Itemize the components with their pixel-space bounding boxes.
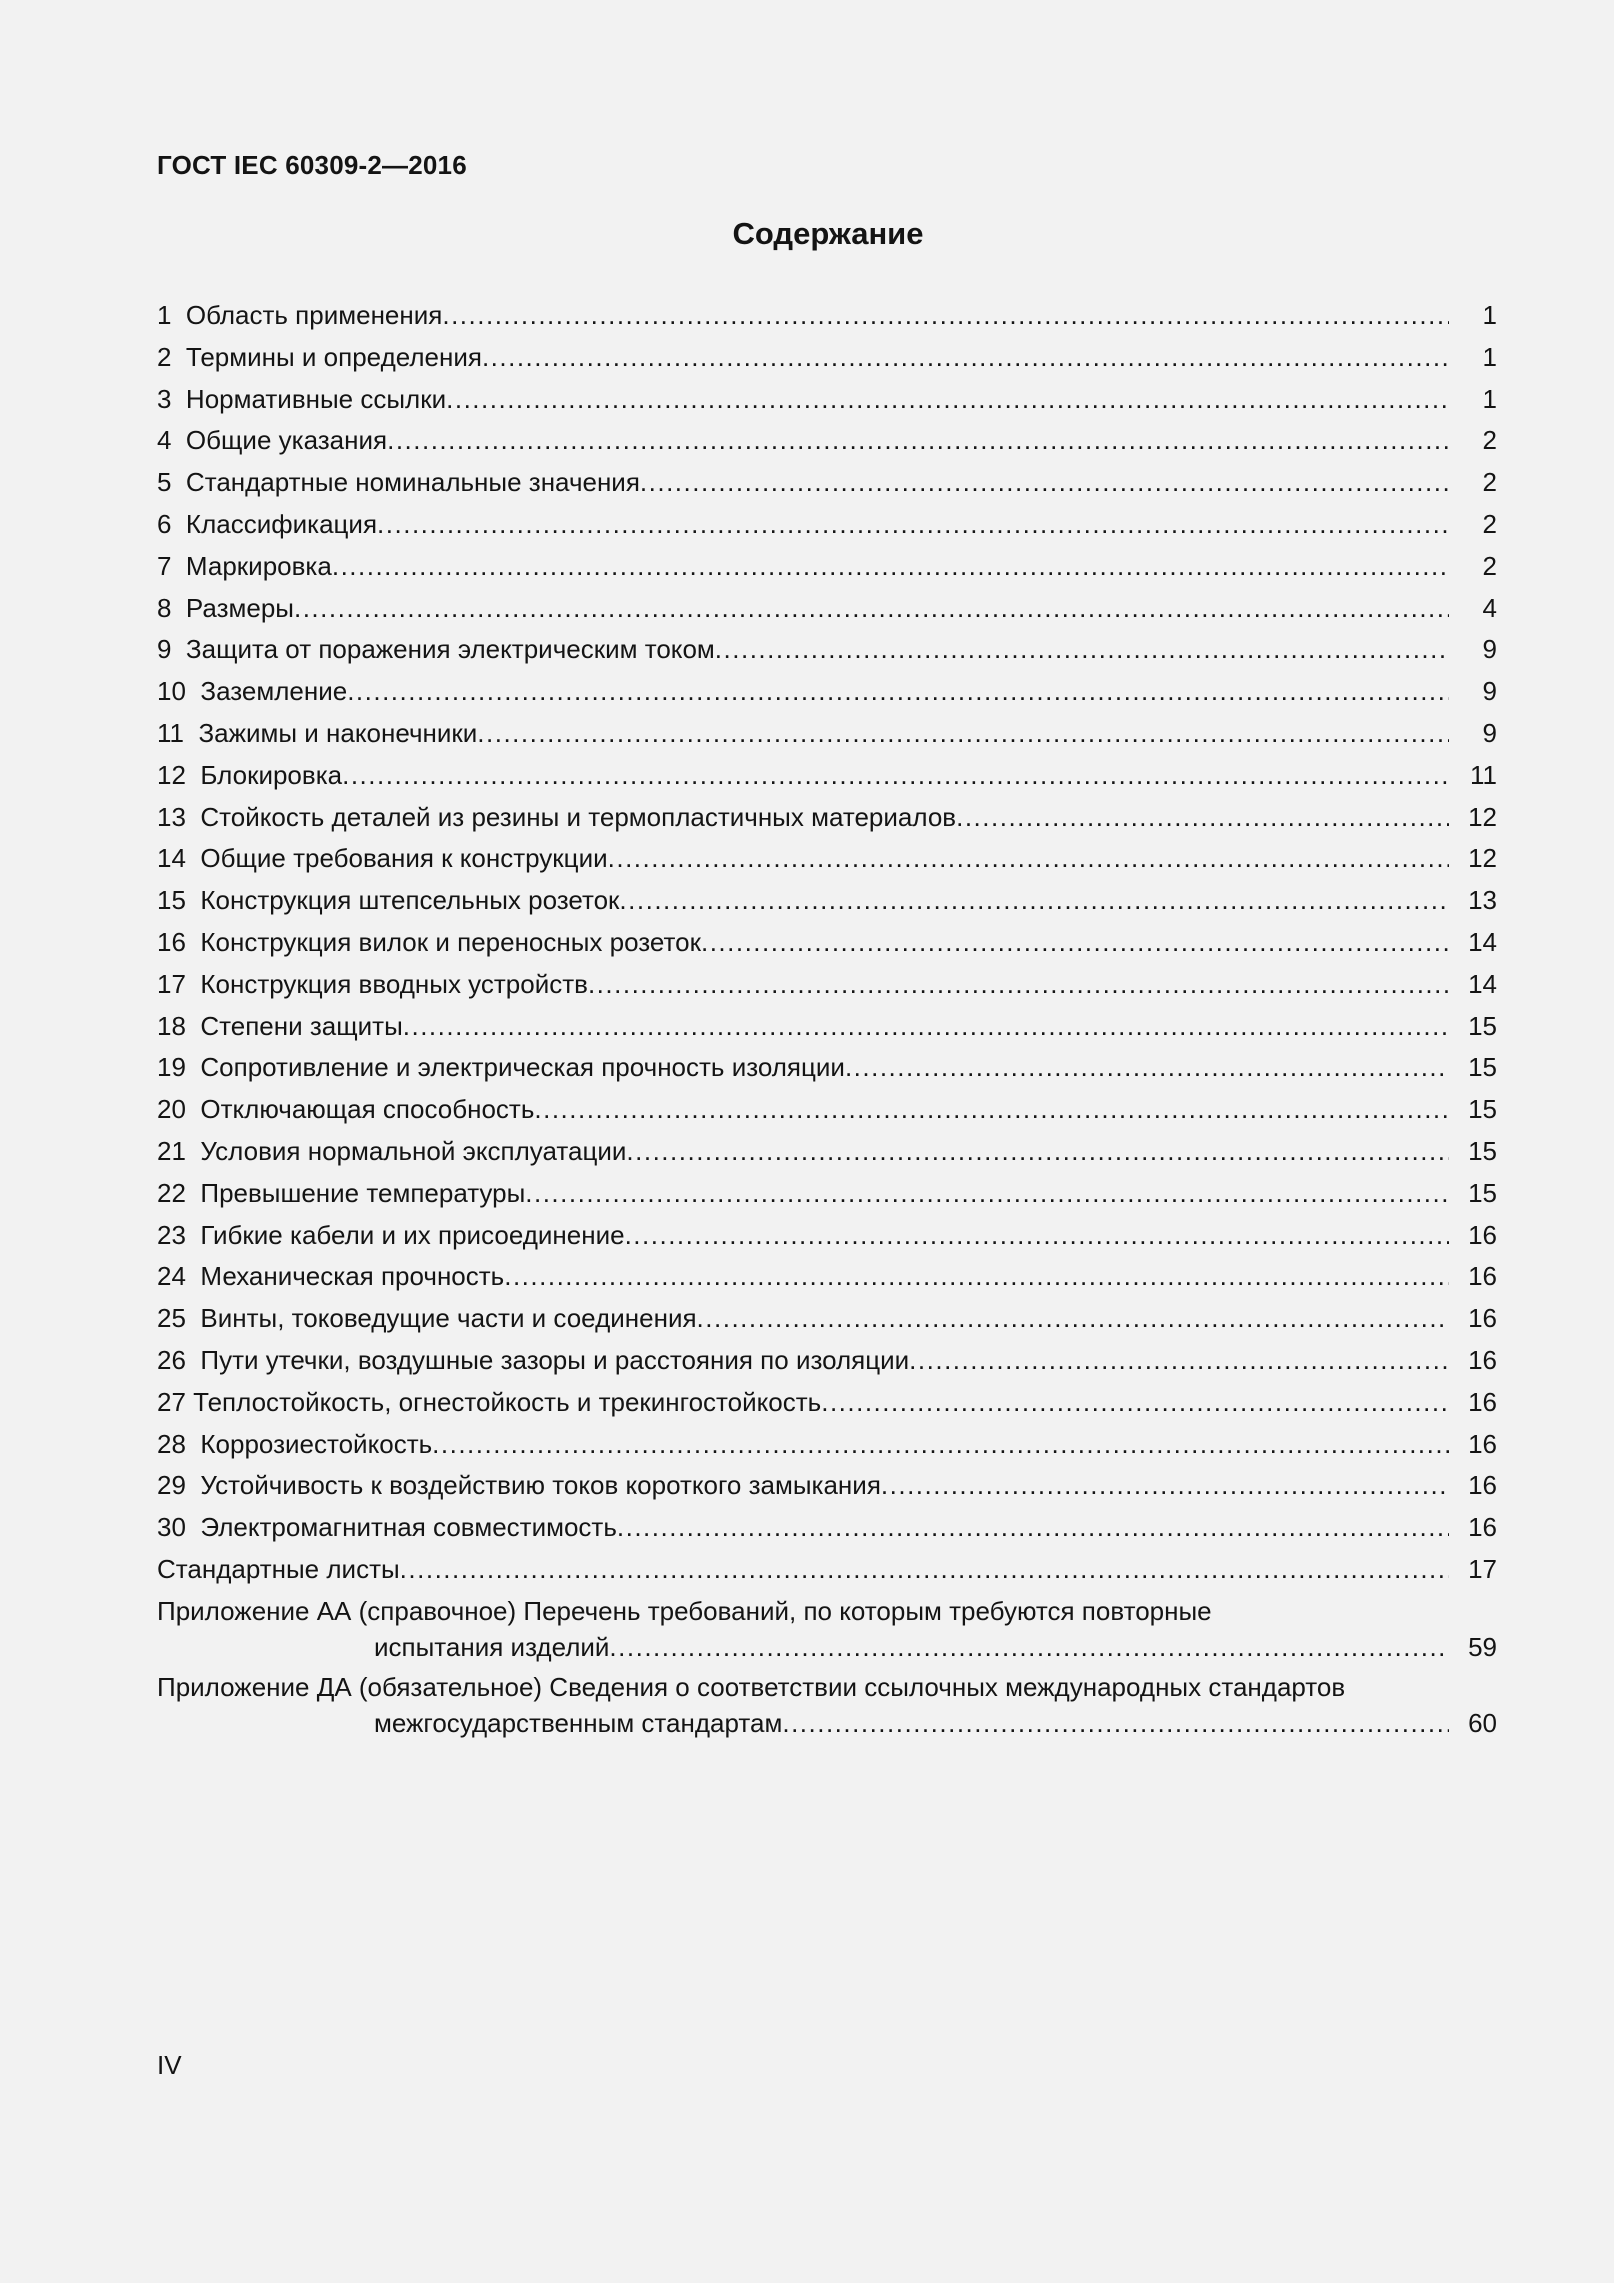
toc-entry-title: Условия нормальной эксплуатации <box>200 1135 627 1166</box>
toc-entry[interactable] <box>157 590 1497 632</box>
toc-entry-number: 22 <box>157 1177 201 1208</box>
toc-entry-page: 15 <box>1468 1010 1497 1041</box>
dot-leader <box>377 506 1449 542</box>
toc-entry-number: 19 <box>157 1052 201 1083</box>
toc-entry-page: 1 <box>1482 341 1497 372</box>
toc-entry-number: 9 <box>157 634 186 665</box>
toc-entry-page: 13 <box>1468 885 1497 916</box>
toc-entry-page: 15 <box>1468 1094 1497 1125</box>
toc-entry-page: 4 <box>1482 592 1497 623</box>
toc-entry-number: 27 <box>157 1386 194 1417</box>
toc-entry-page: 14 <box>1468 926 1497 957</box>
dot-leader <box>342 757 1449 793</box>
toc-entry[interactable] <box>157 631 1497 673</box>
dot-leader <box>588 966 1449 1002</box>
toc-entry-page: 16 <box>1468 1219 1497 1250</box>
appendix-title: Приложение АА (справочное) Перечень требований, по которым требуются повторные <box>157 1595 1212 1626</box>
dot-leader <box>403 1008 1449 1044</box>
toc-entry-page: 9 <box>1482 676 1497 707</box>
toc-entry-number: 25 <box>157 1303 201 1334</box>
toc-entry-page: 15 <box>1468 1052 1497 1083</box>
toc-entry-page: 16 <box>1468 1428 1497 1459</box>
toc-entry-title: Нормативные ссылки <box>185 383 447 414</box>
dot-leader <box>715 631 1449 667</box>
toc-entry-title: Гибкие кабели и их присоединение <box>200 1219 625 1250</box>
toc-entry-number: 24 <box>157 1261 201 1292</box>
dot-leader <box>400 1551 1449 1587</box>
toc-entry-number: 21 <box>157 1135 201 1166</box>
dot-leader <box>845 1049 1449 1085</box>
toc-entry-page: 60 <box>1468 1707 1497 1738</box>
toc-entry-title: Превышение температуры <box>200 1177 526 1208</box>
dot-leader <box>609 1629 1449 1665</box>
toc-entry[interactable] <box>157 1049 1497 1091</box>
toc-entry-number: 28 <box>157 1428 201 1459</box>
toc-entry-number: 10 <box>157 676 201 707</box>
toc-entry-title: Заземление <box>200 676 348 707</box>
toc-entry-number: 23 <box>157 1219 201 1250</box>
dot-leader <box>701 924 1449 960</box>
dot-leader <box>626 1133 1449 1169</box>
toc-entry[interactable] <box>157 924 1497 966</box>
toc-entry-number: 3 <box>157 383 186 414</box>
dot-leader <box>387 422 1449 458</box>
toc-entry-number: 8 <box>157 592 186 623</box>
toc-entry-page: 16 <box>1468 1386 1497 1417</box>
toc-entry[interactable] <box>157 673 1497 715</box>
dot-leader <box>477 715 1449 751</box>
dot-leader <box>821 1384 1449 1420</box>
toc-entry-title: Теплостойкость, огнестойкость и трекингостойкость <box>193 1386 822 1417</box>
toc-entry-page: 9 <box>1482 634 1497 665</box>
toc-entry[interactable] <box>157 1551 1497 1593</box>
toc-entry-number: 6 <box>157 508 186 539</box>
toc-entry-title: Сопротивление и электрическая прочность изоляции <box>200 1052 845 1083</box>
dot-leader <box>956 799 1449 835</box>
page-title: Содержание <box>732 216 924 251</box>
toc-entry[interactable] <box>157 715 1497 757</box>
toc-entry-title: Отключающая способность <box>200 1094 535 1125</box>
toc-entry-page: 1 <box>1482 383 1497 414</box>
toc-entry-title: Размеры <box>185 592 294 623</box>
toc-entry-number: 15 <box>157 885 201 916</box>
toc-entry-number: 7 <box>157 550 186 581</box>
toc-entry-title: Зажимы и наконечники <box>198 717 478 748</box>
toc-entry-page: 2 <box>1482 550 1497 581</box>
dot-leader <box>504 1258 1449 1294</box>
dot-leader <box>640 464 1449 500</box>
toc-entry[interactable] <box>157 1342 1497 1384</box>
toc-entry-title: Электромагнитная совместимость <box>200 1512 617 1543</box>
document-header: ГОСТ IEC 60309-2—2016 <box>157 150 467 180</box>
toc-entry-page: 2 <box>1482 467 1497 498</box>
toc-entry[interactable] <box>157 1426 1497 1468</box>
toc-entry-page: 12 <box>1468 801 1497 832</box>
toc-entry-title: Термины и определения <box>185 341 482 372</box>
toc-entry[interactable] <box>157 1008 1497 1050</box>
toc-entry-page: 16 <box>1468 1470 1497 1501</box>
toc-entry-number: 16 <box>157 926 201 957</box>
dot-leader <box>294 590 1449 626</box>
appendix-title: Приложение ДА (обязательное) Сведения о соответствии ссылочных международных стандартов <box>157 1671 1346 1702</box>
toc-entry[interactable] <box>157 339 1497 381</box>
dot-leader <box>625 1217 1449 1253</box>
toc-entry-page: 15 <box>1468 1135 1497 1166</box>
toc-entry[interactable] <box>157 1258 1497 1300</box>
toc-entry[interactable] <box>157 1509 1497 1551</box>
dot-leader <box>697 1300 1449 1336</box>
dot-leader <box>482 339 1449 375</box>
toc-entry-title: Общие требования к конструкции <box>200 843 608 874</box>
toc-entry-title: Степени защиты <box>200 1010 403 1041</box>
toc-entry-number: 4 <box>157 425 186 456</box>
toc-entry-number: 1 <box>157 300 186 330</box>
toc-entry-title: Классификация <box>185 508 378 539</box>
toc-entry-page: 16 <box>1468 1512 1497 1543</box>
toc-entry[interactable] <box>157 422 1497 464</box>
appendix-title-continued: испытания изделий <box>374 1631 610 1662</box>
toc-entry[interactable] <box>157 1384 1497 1426</box>
toc-entry-title: Винты, токоведущие части и соединения <box>200 1303 697 1334</box>
toc-entry-page: 2 <box>1482 425 1497 456</box>
dot-leader <box>534 1091 1449 1127</box>
toc-entry[interactable] <box>157 1091 1497 1133</box>
toc-entry-title: Защита от поражения электрическим током <box>185 634 715 665</box>
toc-entry-number: 12 <box>157 759 201 790</box>
toc-entry-page: 1 <box>1482 300 1497 330</box>
toc-entry[interactable] <box>157 297 1497 339</box>
toc-entry-number: 14 <box>157 843 201 874</box>
toc-entry-title: Маркировка <box>185 550 332 581</box>
toc-entry[interactable] <box>157 548 1497 590</box>
toc-entry-page: 15 <box>1468 1177 1497 1208</box>
toc-entry-title: Конструкция вилок и переносных розеток <box>200 926 701 957</box>
dot-leader <box>332 548 1449 584</box>
toc-entry-number: 11 <box>157 717 199 748</box>
dot-leader <box>617 1509 1449 1545</box>
toc-entry[interactable] <box>157 506 1497 548</box>
table-of-contents <box>157 297 1497 1745</box>
dot-leader <box>782 1705 1449 1741</box>
toc-entry-number: 29 <box>157 1470 201 1501</box>
dot-leader <box>881 1467 1449 1503</box>
toc-entry-page: 17 <box>1468 1553 1497 1584</box>
toc-entry-page: 12 <box>1468 843 1497 874</box>
toc-entry-page: 11 <box>1470 759 1497 790</box>
toc-entry[interactable] <box>157 799 1497 841</box>
toc-entry-number: 30 <box>157 1512 201 1543</box>
toc-entry-title: Область применения <box>185 300 443 330</box>
toc-entry-title: Конструкция вводных устройств <box>200 968 588 999</box>
toc-entry[interactable] <box>157 464 1497 506</box>
dot-leader <box>608 840 1449 876</box>
dot-leader <box>432 1426 1449 1462</box>
toc-entry-number: 18 <box>157 1010 201 1041</box>
dot-leader <box>525 1175 1449 1211</box>
toc-entry-title: Стандартные листы <box>157 1553 400 1584</box>
dot-leader <box>909 1342 1449 1378</box>
toc-entry-title: Стойкость деталей из резины и термопластичных материалов <box>200 801 957 832</box>
toc-entry[interactable] <box>157 1467 1497 1509</box>
toc-entry-number: 2 <box>157 341 186 372</box>
toc-entry[interactable] <box>157 1217 1497 1259</box>
toc-entry-title: Устойчивость к воздействию токов короткого замыкания <box>200 1470 881 1501</box>
toc-entry-page: 16 <box>1468 1303 1497 1334</box>
toc-appendix-aa[interactable] <box>157 1593 1497 1669</box>
toc-entry[interactable] <box>157 1175 1497 1217</box>
toc-entry-number: 13 <box>157 801 201 832</box>
dot-leader <box>347 673 1449 709</box>
dot-leader <box>442 297 1449 333</box>
toc-entry-page: 59 <box>1468 1631 1497 1662</box>
toc-entry[interactable] <box>157 840 1497 882</box>
toc-entry-page: 9 <box>1482 717 1497 748</box>
toc-entry-number: 17 <box>157 968 201 999</box>
toc-entry-title: Блокировка <box>200 759 343 790</box>
toc-entry-title: Коррозиестойкость <box>200 1428 433 1459</box>
toc-entry-page: 14 <box>1468 968 1497 999</box>
toc-entry-title: Пути утечки, воздушные зазоры и расстояния по изоляции <box>200 1344 910 1375</box>
toc-entry[interactable] <box>157 1300 1497 1342</box>
toc-entry-title: Механическая прочность <box>200 1261 505 1292</box>
toc-entry-title: Конструкция штепсельных розеток <box>200 885 620 916</box>
toc-entry-number: 26 <box>157 1344 201 1375</box>
toc-entry[interactable] <box>157 757 1497 799</box>
toc-entry-page: 16 <box>1468 1344 1497 1375</box>
toc-entry[interactable] <box>157 882 1497 924</box>
toc-entry[interactable] <box>157 966 1497 1008</box>
toc-entry[interactable] <box>157 381 1497 423</box>
page-number: IV <box>157 2050 182 2080</box>
toc-entry[interactable] <box>157 1133 1497 1175</box>
toc-entry-title: Общие указания <box>185 425 388 456</box>
toc-entry-page: 2 <box>1482 508 1497 539</box>
toc-appendix-da[interactable] <box>157 1669 1497 1745</box>
toc-entry-page: 16 <box>1468 1261 1497 1292</box>
toc-entry-title: Стандартные номинальные значения <box>185 467 640 498</box>
toc-entry-number: 20 <box>157 1094 201 1125</box>
appendix-title-continued: межгосударственным стандартам <box>374 1707 783 1738</box>
toc-entry-number: 5 <box>157 467 186 498</box>
dot-leader <box>619 882 1449 918</box>
dot-leader <box>446 381 1449 417</box>
